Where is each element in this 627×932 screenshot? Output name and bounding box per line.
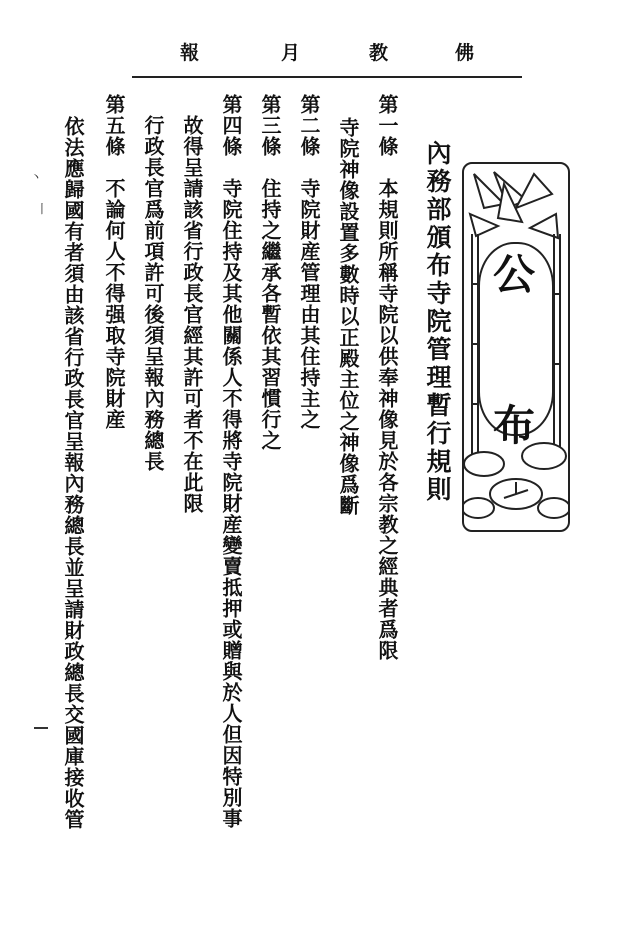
notice-label: 公 布	[487, 252, 536, 475]
margin-mark-2: 丨	[36, 202, 49, 216]
regulation-title: 內務部頒布寺院管理暫行規則	[423, 140, 452, 504]
article-5-column: 第五條 不論何人不得强取寺院財産	[102, 94, 126, 430]
margin-rule	[34, 727, 48, 729]
header-word-4: 佛	[455, 42, 475, 64]
article-4-clause-2-column: 故得呈請該省行政長官經其許可者不在此限	[180, 94, 204, 514]
header-word-3: 教	[369, 42, 389, 64]
article-4-column: 第四條 寺院住持及其他關係人不得將寺院財産變賣抵押或贈與於人但因特別事	[219, 94, 243, 829]
margin-mark-1: 丶	[30, 170, 43, 184]
article-3-column: 第三條 住持之繼承各暫依其習慣行之	[258, 94, 282, 451]
header-word-1: 報	[180, 42, 200, 64]
article-1-clause-2-column: 寺院神像設置多數時以正殿主位之神像爲斷	[336, 96, 360, 516]
continuation-column: 依法應歸國有者須由該省行政長官呈報內務總長並呈請財政總長交國庫接收管	[61, 116, 85, 830]
article-4-clause-3-column: 行政長官爲前項許可後須呈報內務總長	[141, 94, 165, 472]
article-1-column: 第一條 本規則所稱寺院以供奉神像見於各宗教之經典者爲限	[375, 94, 399, 661]
article-2-column: 第二條 寺院財産管理由其住持主之	[297, 94, 321, 430]
header-rule	[132, 76, 522, 78]
header-word-2: 月	[281, 42, 301, 64]
